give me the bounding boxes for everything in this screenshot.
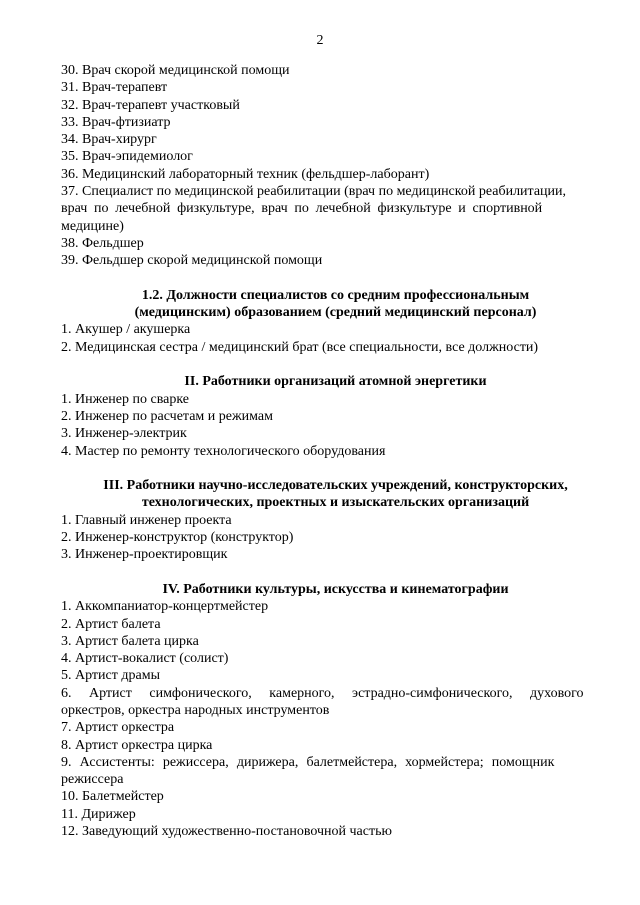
section-1-2	[61, 287, 610, 356]
list-item: 4. Артист-вокалист (солист)	[61, 651, 229, 667]
list-block-physicians	[61, 62, 610, 270]
list-item-9: 9. Ассистенты: режиссера, дирижера, балетмейстера, хормейстера; помощник	[61, 754, 555, 770]
list-item: 3. Артист балета цирка	[61, 633, 199, 649]
section-title-continued: технологических, проектных и изыскательских организаций	[141, 495, 530, 511]
list-item: 33. Врач-фтизиатр	[61, 114, 171, 130]
list-item: 32. Врач-терапевт участковый	[61, 97, 240, 113]
list-item: 3. Инженер-электрик	[61, 426, 187, 442]
list-item-6-continued: оркестров, оркестра народных инструментов	[61, 702, 330, 718]
list-item-37-continued: медицине)	[61, 218, 124, 234]
list-item: 31. Врач-терапевт	[61, 80, 168, 96]
list-item: 10. Балетмейстер	[61, 789, 164, 805]
list-item: 11. Дирижер	[61, 806, 136, 822]
list-item: 2. Инженер по расчетам и режимам	[61, 408, 273, 424]
list-item: 2. Медицинская сестра / медицинский брат (все специальности, все должности)	[61, 339, 539, 355]
list-item: 2. Инженер-конструктор (конструктор)	[61, 530, 294, 546]
list-item: 12. Заведующий художественно-постановочной частью	[61, 824, 392, 840]
list-item: 7. Артист оркестра	[61, 720, 175, 736]
list-item-6: 6. Артист симфонического, камерного, эстрадно-симфонического, духового	[61, 685, 584, 701]
list-item-37: 37. Специалист по медицинской реабилитации (врач по медицинской реабилитации,	[61, 184, 567, 200]
list-item: 1. Аккомпаниатор-концертмейстер	[61, 599, 269, 615]
section-title: II. Работники организаций атомной энергетики	[184, 374, 487, 390]
list-item: 35. Врач-эпидемиолог	[61, 149, 193, 165]
section-title: IV. Работники культуры, искусства и кинематографии	[162, 581, 509, 597]
section-IV	[61, 581, 610, 840]
list-item-37-continued: врач по лечебной физкультуре, врач по лечебной физкультуре и спортивной	[61, 201, 543, 217]
section-III	[61, 477, 610, 563]
list-item: 1. Главный инженер проекта	[61, 512, 232, 528]
list-item: 2. Артист балета	[61, 616, 161, 632]
page-number: 2	[316, 33, 324, 48]
document-body	[61, 62, 610, 840]
list-item-9-continued: режиссера	[61, 772, 124, 788]
list-item: 3. Инженер-проектировщик	[61, 547, 228, 563]
list-item: 36. Медицинский лабораторный техник (фельдшер-лаборант)	[61, 166, 430, 182]
list-item: 5. Артист драмы	[61, 668, 160, 684]
list-item: 30. Врач скорой медицинской помощи	[61, 63, 290, 78]
section-title-continued: (медицинским) образованием (средний медицинский персонал)	[134, 305, 537, 321]
list-item: 1. Инженер по сварке	[61, 391, 190, 407]
list-item: 4. Мастер по ремонту технологического оборудования	[61, 443, 386, 459]
section-title: 1.2. Должности специалистов со средним профессиональным	[141, 287, 530, 303]
list-item: 1. Акушер / акушерка	[61, 322, 191, 338]
list-item: 38. Фельдшер	[61, 235, 144, 251]
list-item: 34. Врач-хирург	[61, 132, 157, 148]
section-title: III. Работники научно-исследовательских учреждений, конструкторских,	[103, 478, 568, 494]
list-item: 39. Фельдшер скорой медицинской помощи	[61, 253, 323, 269]
list-item: 8. Артист оркестра цирка	[61, 737, 213, 753]
section-II	[61, 373, 610, 459]
